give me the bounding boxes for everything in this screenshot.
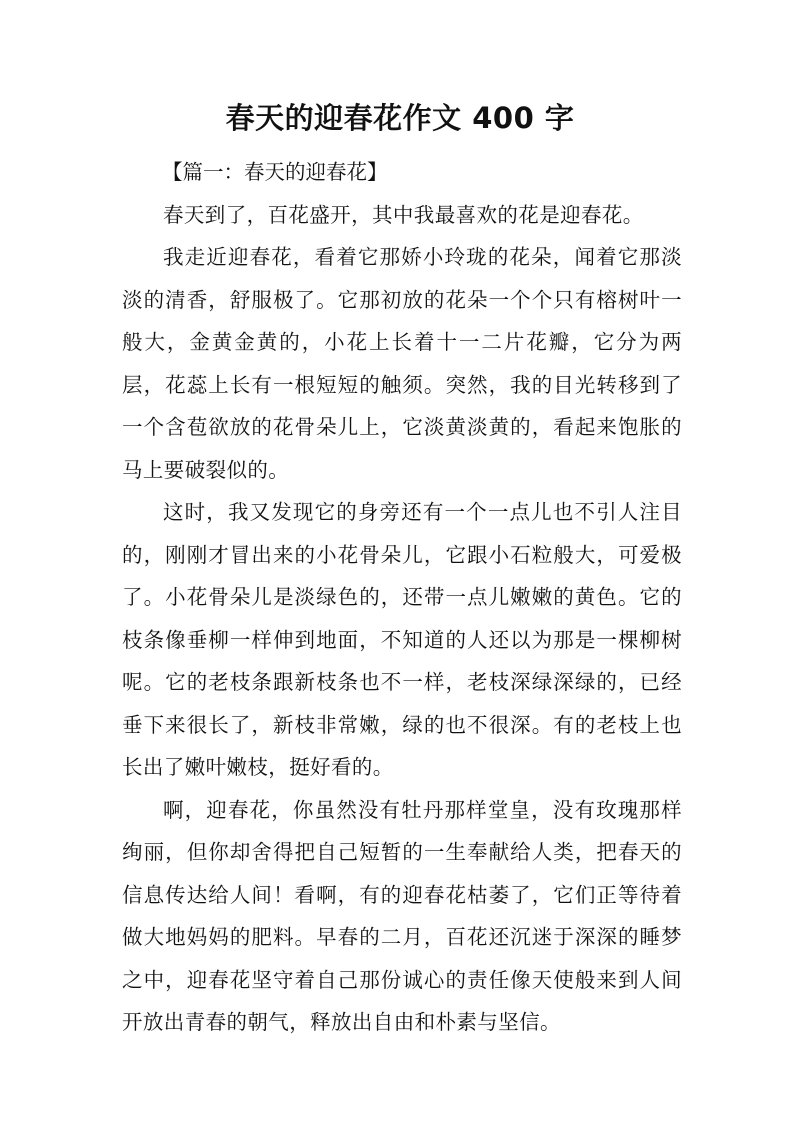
paragraph-1: 春天到了，百花盛开，其中我最喜欢的花是迎春花。 bbox=[163, 202, 644, 227]
paragraph-2: 我走近迎春花，看着它那娇小玲珑的花朵，闻着它那淡淡的清香，舒服极了。它那初放的花朵一个个只有榕树叶一般大，金黄金黄的，小花上长着十一二片花瓣，它分为两层，花蕊上长有一根短短的触须。突然，我的目光转移到了一个含苞欲放的花骨朵儿上，它淡黄淡黄的，看起来饱胀的马上要破裂似的。 bbox=[122, 245, 682, 482]
page-title: 春天的迎春花作文 400 字 bbox=[225, 101, 575, 135]
paragraph-4: 啊，迎春花，你虽然没有牡丹那样堂皇，没有玫瑰那样绚丽，但你却舍得把自己短暂的一生奉献给人类，把春天的信息传达给人间！看啊，有的迎春花枯萎了，它们正等待着做大地妈妈的肥料。早春的二月，百花还沉迷于深深的睡梦之中，迎春花坚守着自己那份诚心的责任像天使般来到人间开放出青春的朝气，释放出自由和朴素与坚信。 bbox=[122, 797, 682, 1034]
article-body bbox=[122, 151, 682, 1044]
paragraph-3: 这时，我又发现它的身旁还有一个一点儿也不引人注目的，刚刚才冒出来的小花骨朵儿，它跟小石粒般大，可爱极了。小花骨朵儿是淡绿色的，还带一点儿嫩嫩的黄色。它的枝条像垂柳一样伸到地面，不知道的人还以为那是一棵柳树呢。它的老枝条跟新枝条也不一样，老枝深绿深绿的，已经垂下来很长了，新枝非常嫩，绿的也不很深。有的老枝上也长出了嫩叶嫩枝，挺好看的。 bbox=[122, 500, 682, 779]
section-heading: 【篇一：春天的迎春花】 bbox=[162, 160, 388, 184]
